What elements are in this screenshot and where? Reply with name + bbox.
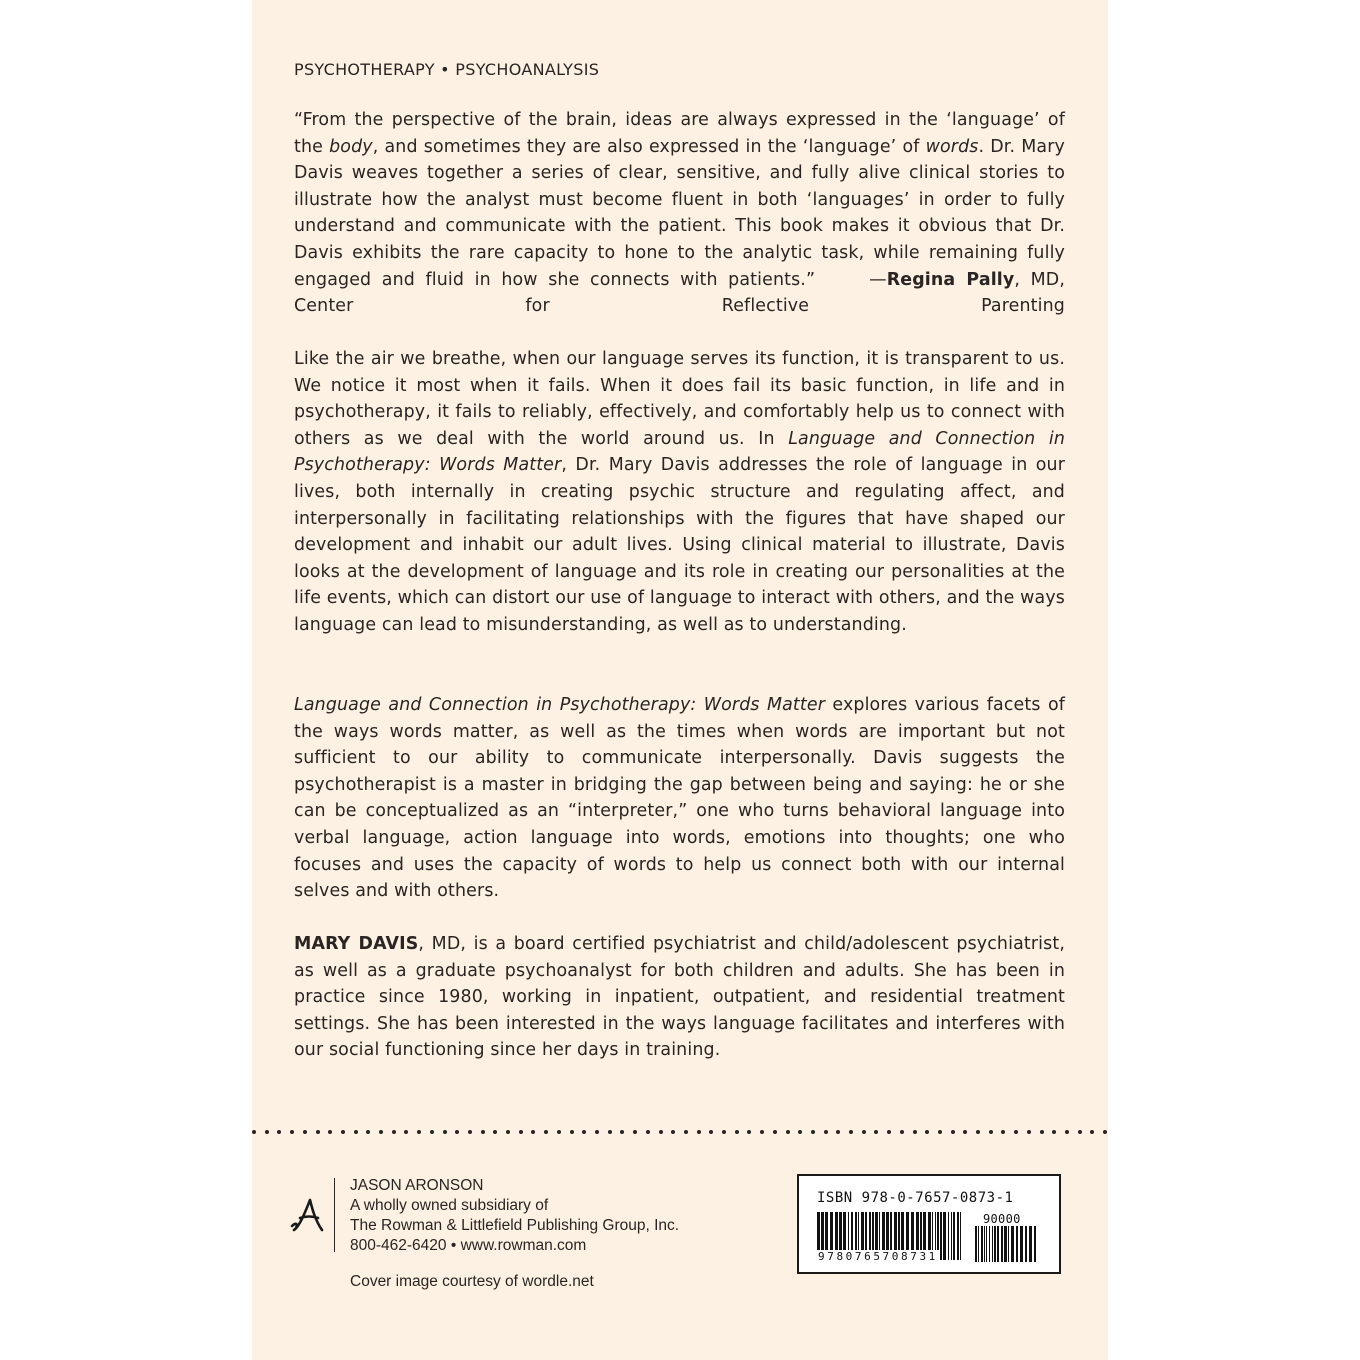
barcode-bar: [1034, 1226, 1036, 1262]
divider-dot: [620, 1130, 624, 1134]
isbn-number: ISBN 978-0-7657-0873-1: [817, 1190, 1014, 1206]
quote-emphasis-body: body: [329, 136, 373, 157]
barcode-bar: [1029, 1226, 1032, 1262]
divider-dot: [925, 1130, 929, 1134]
divider-dot: [760, 1130, 764, 1134]
divider-dot: [557, 1130, 561, 1134]
divider-dot: [354, 1130, 358, 1134]
quote-text-start: “From the perspective of the brain, ideas are always expressed in the ‘language’ of the: [294, 110, 1065, 157]
divider-dot: [544, 1130, 548, 1134]
publisher-logo-icon: [288, 1196, 328, 1236]
barcode-bar: [951, 1212, 952, 1260]
attribution-name: Regina Pally: [886, 269, 1015, 290]
divider-dot: [430, 1130, 434, 1134]
barcode-bar: [984, 1226, 985, 1262]
divider-dot: [455, 1130, 459, 1134]
divider-dot: [481, 1130, 485, 1134]
cover-image-credit: Cover image courtesy of wordle.net: [350, 1273, 594, 1290]
divider-dot: [887, 1130, 891, 1134]
divider-dot: [1001, 1130, 1005, 1134]
divider-dot: [290, 1130, 294, 1134]
barcode-bar: [986, 1226, 987, 1262]
barcode-bar: [957, 1212, 959, 1260]
barcode-bar: [981, 1226, 983, 1262]
description-paragraph-2: [294, 692, 1065, 905]
divider-dot: [938, 1130, 942, 1134]
publisher-parent: The Rowman & Littlefield Publishing Group, Inc.: [350, 1217, 680, 1234]
divider-dot: [646, 1130, 650, 1134]
publisher-subsidiary: A wholly owned subsidiary of: [350, 1197, 549, 1214]
divider-dot: [316, 1130, 320, 1134]
divider-dot: [1014, 1130, 1018, 1134]
divider-dot: [493, 1130, 497, 1134]
category-label: PSYCHOTHERAPY • PSYCHOANALYSIS: [294, 60, 600, 79]
divider-dot: [989, 1130, 993, 1134]
book-title-italic: Language and Connection in Psychotherapy: Words Matter: [294, 428, 1065, 476]
divider-dot: [608, 1130, 612, 1134]
price-barcode-bars: [975, 1226, 1041, 1262]
divider-dot: [277, 1130, 281, 1134]
barcode-bar: [1016, 1226, 1018, 1262]
divider-dot: [709, 1130, 713, 1134]
divider-dot: [1090, 1130, 1094, 1134]
barcode-bar: [997, 1226, 999, 1262]
para1-text-b: , Dr. Mary Davis addresses the role of language in our lives, both internally in creating psychic structure and regulating affect, and interpersonally in facilitating relationships with the figures that have shaped our development and inhabit our adult lives. Using clinical material to illustrate, Davis looks at the development of language and its role in creating our personalities at the life events, which can distort our use of language to interact with others, and the ways language can lead to misunderstanding, as well as to understanding.: [294, 455, 1066, 635]
divider-dot: [404, 1130, 408, 1134]
divider-dot: [392, 1130, 396, 1134]
publisher-info: [350, 1176, 679, 1256]
divider-dot: [582, 1130, 586, 1134]
quote-text-rest: . Dr. Mary Davis weaves together a series of clear, sensitive, and fully alive clinical stories to illustrate how the analyst must become fluent in both ‘languages’ in order to fully understand and communicate with the patient. This book makes it obvious that Dr. Davis exhibits the rare capacity to hone to the analytic task, while remaining fully engaged and fluid in how she connects with patients.”: [294, 136, 1065, 290]
divider-dot: [735, 1130, 739, 1134]
barcode-bar: [1025, 1226, 1027, 1262]
divider-dot: [328, 1130, 332, 1134]
divider-dot: [1103, 1130, 1107, 1134]
divider-dot: [811, 1130, 815, 1134]
divider-dot: [798, 1130, 802, 1134]
divider-dot: [976, 1130, 980, 1134]
divider-dot: [659, 1130, 663, 1134]
divider-dot: [531, 1130, 535, 1134]
isbn-barcode: [797, 1174, 1061, 1274]
barcode-bar: [948, 1212, 949, 1260]
divider-dot: [1078, 1130, 1082, 1134]
publisher-name: JASON ARONSON: [350, 1177, 484, 1194]
divider-dot: [747, 1130, 751, 1134]
attribution-affiliation: , MD, Center for Reflective Parenting: [294, 269, 1066, 317]
barcode-bar: [1011, 1226, 1014, 1262]
barcode-bar: [1001, 1226, 1003, 1262]
divider-dot: [722, 1130, 726, 1134]
divider-dot: [468, 1130, 472, 1134]
divider-dot: [1027, 1130, 1031, 1134]
divider-dot: [786, 1130, 790, 1134]
barcode-bar: [989, 1226, 990, 1262]
barcode-bar: [940, 1212, 942, 1260]
book-title-italic: Language and Connection in Psychotherapy: Words Matter: [294, 695, 826, 715]
barcode-bar: [994, 1226, 996, 1262]
divider-dot: [824, 1130, 828, 1134]
barcode-bar: [978, 1226, 979, 1262]
barcode-bar: [1004, 1226, 1007, 1262]
divider-dot: [1040, 1130, 1044, 1134]
para1-text-a: Like the air we breathe, when our language serves its function, it is transparent to us. We notice it most when it fails. When it does fail its basic function, in life and in psychotherapy, it fails to reliably, effectively, and comfortably help us to connect with others as we deal with the world around us. In: [294, 349, 1065, 449]
divider-dot: [1065, 1130, 1069, 1134]
author-bio-text: , MD, is a board certified psychiatrist and child/adolescent psychiatrist, as well as a graduate psychoanalyst for both children and adults. She has been in practice since 1980, working in inpatient, outpatient, and residential treatment settings. She has been interested in the ways language facilitates and interferes with our social functioning since her days in training.: [294, 934, 1065, 1061]
author-bio: [294, 931, 1065, 1064]
description-paragraph-1: [294, 346, 1065, 639]
barcode-bar: [1020, 1226, 1023, 1262]
divider-dot: [443, 1130, 447, 1134]
divider-dot: [595, 1130, 599, 1134]
quote-emphasis-words: words: [925, 136, 979, 157]
divider-dot: [633, 1130, 637, 1134]
divider-dot: [519, 1130, 523, 1134]
divider-dot: [849, 1130, 853, 1134]
endorsement-quote: [294, 107, 1065, 320]
book-back-cover: [252, 0, 1108, 1360]
divider-dot: [697, 1130, 701, 1134]
divider-dot: [951, 1130, 955, 1134]
barcode-bar: [960, 1212, 961, 1260]
divider-dot: [366, 1130, 370, 1134]
barcode-bar: [953, 1212, 955, 1260]
publisher-divider-line: [334, 1178, 335, 1252]
price-code: 90000: [983, 1212, 1021, 1226]
divider-dot: [684, 1130, 688, 1134]
divider-dot: [379, 1130, 383, 1134]
quote-text-mid: , and sometimes they are also expressed in the ‘language’ of: [372, 136, 926, 157]
divider-dot: [773, 1130, 777, 1134]
barcode-bar: [975, 1226, 977, 1262]
author-name: MARY DAVIS: [294, 934, 419, 954]
divider-dot: [862, 1130, 866, 1134]
divider-dot: [252, 1130, 256, 1134]
attribution-dash: —: [869, 269, 887, 290]
barcode-bar: [1008, 1226, 1009, 1262]
publisher-block: [278, 1176, 718, 1252]
divider-dot: [341, 1130, 345, 1134]
divider-dot: [874, 1130, 878, 1134]
divider-dot: [900, 1130, 904, 1134]
divider-dot: [671, 1130, 675, 1134]
dotted-divider: [252, 1130, 1108, 1138]
divider-dot: [570, 1130, 574, 1134]
barcode-digits: 9780765708731: [818, 1250, 938, 1263]
divider-dot: [265, 1130, 269, 1134]
divider-dot: [506, 1130, 510, 1134]
divider-dot: [303, 1130, 307, 1134]
para2-text: explores various facets of the ways words matter, as well as the times when words are important but not sufficient to our ability to communicate interpersonally. Davis suggests the psychotherapist is a master in bridging the gap between being and saying: he or she can be conceptualized as an “interpreter,” one who turns behavioral language into verbal language, action language into words, emotions into thoughts; one who focuses and uses the capacity of words to help us connect both with our internal selves and with others.: [294, 695, 1065, 902]
barcode-bar: [992, 1226, 993, 1262]
divider-dot: [913, 1130, 917, 1134]
divider-dot: [836, 1130, 840, 1134]
divider-dot: [1052, 1130, 1056, 1134]
publisher-contact: 800-462-6420 • www.rowman.com: [350, 1237, 587, 1254]
divider-dot: [963, 1130, 967, 1134]
barcode-bar: [943, 1212, 946, 1260]
divider-dot: [417, 1130, 421, 1134]
